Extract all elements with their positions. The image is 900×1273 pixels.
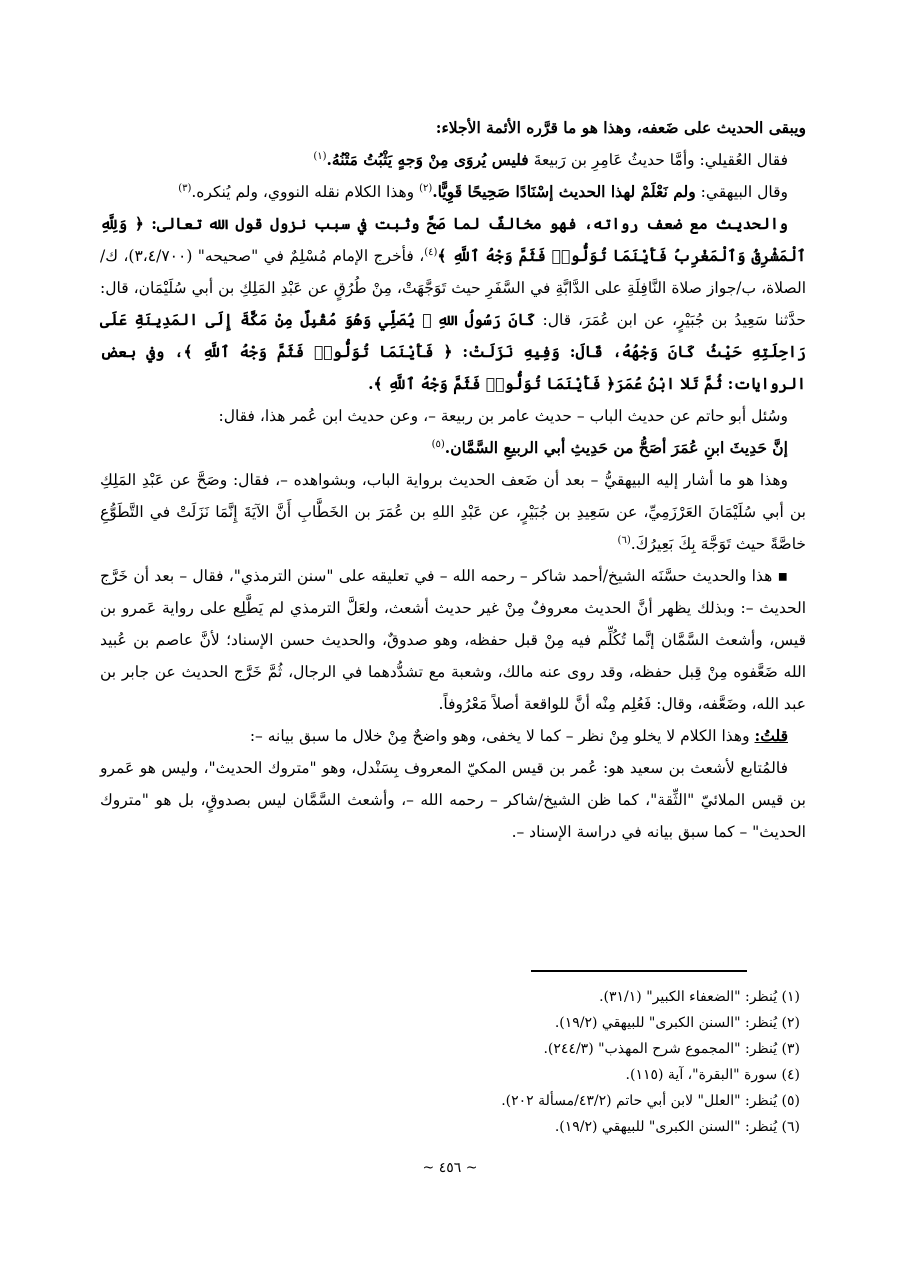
footnote-5: (٥) يُنظر: "العلل" لابن أبي حاتم (٤٣/٢/مسألة ٢٠٢).	[501, 1093, 800, 1109]
p3-tail: وهذا الكلام نقله النووي، ولم يُنكره.	[191, 183, 420, 201]
p6-quote: إنَّ حَدِيثَ ابنِ عُمَرَ أصَحُّ من حَدِيثِ أبي الربيعِ السَّمَّان.	[444, 438, 788, 457]
footnote-separator	[531, 970, 747, 972]
paragraph-5: وسُئل أبو حاتم عن حديث الباب – حديث عامر بن ربيعة –، وعن حديث ابن عُمر هذا، فقال:	[218, 407, 788, 425]
footnote-ref-6[interactable]: (٦)	[617, 534, 631, 546]
footnote-ref-5[interactable]: (٥)	[431, 438, 445, 450]
footnote-ref-1[interactable]: (١)	[313, 150, 327, 162]
footnote-3: (٣) يُنظر: "المجموع شرح المهذب" (٢٤٤/٣).	[543, 1041, 800, 1057]
footnote-6: (٦) يُنظر: "السنن الكبرى" للبيهقي (١٩/٢).	[554, 1119, 800, 1135]
p2-quote: فليس يُروَى مِنْ وَجهٍ يَثْبُتُ مَتْنُهُ.	[326, 150, 529, 169]
paragraph-1: ويبقى الحديث على ضَعفه، وهذا هو ما قرَّره الأئمة الأجلاء:	[435, 118, 806, 137]
paragraph-7	[100, 464, 806, 560]
p4-intro: والحديث مع ضعف رواته، فهو مخالفٌ لما صَحَّ وثبت في سبب نزول قول الله تعالى: ﴿ وَلِلَّهِ ٱلْمَشْرِقُ وَٱلْمَغْرِبُ فَأَيْنَمَا تُوَلُّوا۟ فَثَمَّ وَجْهُ ٱللَّهِ ﴾	[100, 214, 806, 265]
page-number: ~ ٤٥٦ ~	[422, 1160, 478, 1176]
p9-text: وهذا الكلام لا يخلو مِنْ نظر – كما لا يخفى، وهو واضحٌ مِنْ خلال ما سبق بيانه –:	[249, 727, 755, 745]
paragraph-8: ▪ هذا والحديث حسَّنَه الشيخ/أحمد شاكر – رحمه الله – في تعليقه على "سنن الترمذي"، فقال – بعد أن خَرَّج الحديث –: وبذلك يظهر أنَّ الحديث معروفٌ مِنْ غير حديث أشعث، ولعَلَّ الترمذي لم يَطَّلِع على رواية عَمرو بن قيس، وأشعث السَّمَّان إنَّما تُكُلِّم فيه مِنْ قبل حفظه، وهو صدوقٌ، والحديث حسن الإسناد؛ لأنَّ عاصم بن عُبيد الله ضَعَّفوه مِنْ قِبل حفظه، وقد روى عنه مالك، وشعبة مع تشدُّدهما في الرجال، ثُمَّ خَرَّج الحديث عن جابر بن عبد الله، وضَعَّفه، وقال: فَعُلِم مِنْه أنَّ للواقعة أصلاً مَعْرُوفاً.	[100, 567, 806, 713]
footnote-ref-4[interactable]: (٤)	[424, 246, 438, 258]
footnote-4: (٤) سورة "البقرة"، آية (١١٥).	[625, 1067, 800, 1083]
paragraph-6	[100, 432, 806, 464]
p9-label: قلتُ:	[754, 726, 788, 745]
paragraph-9	[100, 720, 806, 752]
footnote-ref-3[interactable]: (٣)	[178, 182, 192, 194]
footnotes	[300, 984, 800, 1140]
footnote-2: (٢) يُنظر: "السنن الكبرى" للبيهقي (١٩/٢).	[554, 1015, 800, 1031]
p3-quote: ولم نَعْلَمْ لهذا الحديث إسْنَادًا صَحِيحًا قَوِيًّا.	[432, 182, 696, 201]
p7-text: وهذا هو ما أشار إليه البيهقيُّ – بعد أن ضَعف الحديث برواية الباب، وبشواهده –، فقال: وصَحَّ عن عَبْدِ المَلِكِ بن أبي سُلَيْمَانَ العَرْزَمِيِّ، عن سَعِيدِ بن جُبَيْرٍ، عن عَبْدِ اللهِ بن عُمَرَ بن الخَطَّابِ أَنَّ الآيَةَ إِنَّمَا نَزَلَتْ في التَّطَوُّعِ خاصَّةً حيث تَوَجَّهَ بِكَ بَعِيرُكَ.	[100, 471, 806, 553]
paragraph-2	[100, 144, 806, 176]
footnote-ref-2[interactable]: (٢)	[419, 182, 433, 194]
paragraph-4	[100, 208, 806, 400]
p4-text: ، فأخرج الإمام مُسْلِمٌ في "صحيحه" (٣،٤/٧٠٠)، ك/الصلاة، ب/جواز صلاة النَّافِلَةِ على الدَّابَّةِ في السَّفَرِ حيث تَوَجَّهَتْ، مِنْ طُرُقٍ عن عَبْدِ المَلِكِ بن أبي سُلَيْمَان، قال: حدَّثنا سَعِيدُ بن جُبَيْرٍ، عن ابن عُمَرَ، قال:	[100, 247, 807, 329]
p4-hadith: كَانَ رَسُولُ اللهِ ﷺ يُصَلِّي وَهُوَ مُقْبِلٌ مِنْ مَكَّةَ إِلَى المَدِينَةِ عَلَى رَاحِلَتِهِ حَيْثُ كَانَ وَجْهُهُ، قَالَ: وَفِيهِ نَزَلَتْ: ﴿ فَأَيْنَمَا تُوَلُّوا۟ فَثَمَّ وَجْهُ ٱللَّهِ ﴾، وفي بعض الروايات: ثُمَّ تَلا ابْنُ عُمَرَ﴿ فَأَيْنَمَا تُوَلُّوا۟ فَثَمَّ وَجْهُ ٱللَّهِ ﴾.	[100, 310, 806, 393]
p2-text: فقال العُقيلي: وأمَّا حديثُ عَامِرِ بن رَبيعةَ	[528, 151, 788, 169]
p3-text: وقال البيهقي:	[695, 183, 788, 201]
paragraph-10: فالمُتابع لأشعث بن سعيد هو: عُمر بن قيس المكيّ المعروف بِسَنْدل، وهو "متروك الحديث"، وليس هو عَمرو بن قيس الملائيّ "الثِّقة"، كما ظن الشيخ/شاكر – رحمه الله –، وأشعث السَّمَّان ليس بصدوقٍ، بل هو "متروك الحديث" – كما سبق بيانه في دراسة الإسناد –.	[100, 759, 806, 841]
footnote-1: (١) يُنظر: "الضعفاء الكبير" (٣١/١).	[599, 989, 800, 1005]
paragraph-3	[100, 176, 806, 208]
main-text	[100, 112, 806, 848]
